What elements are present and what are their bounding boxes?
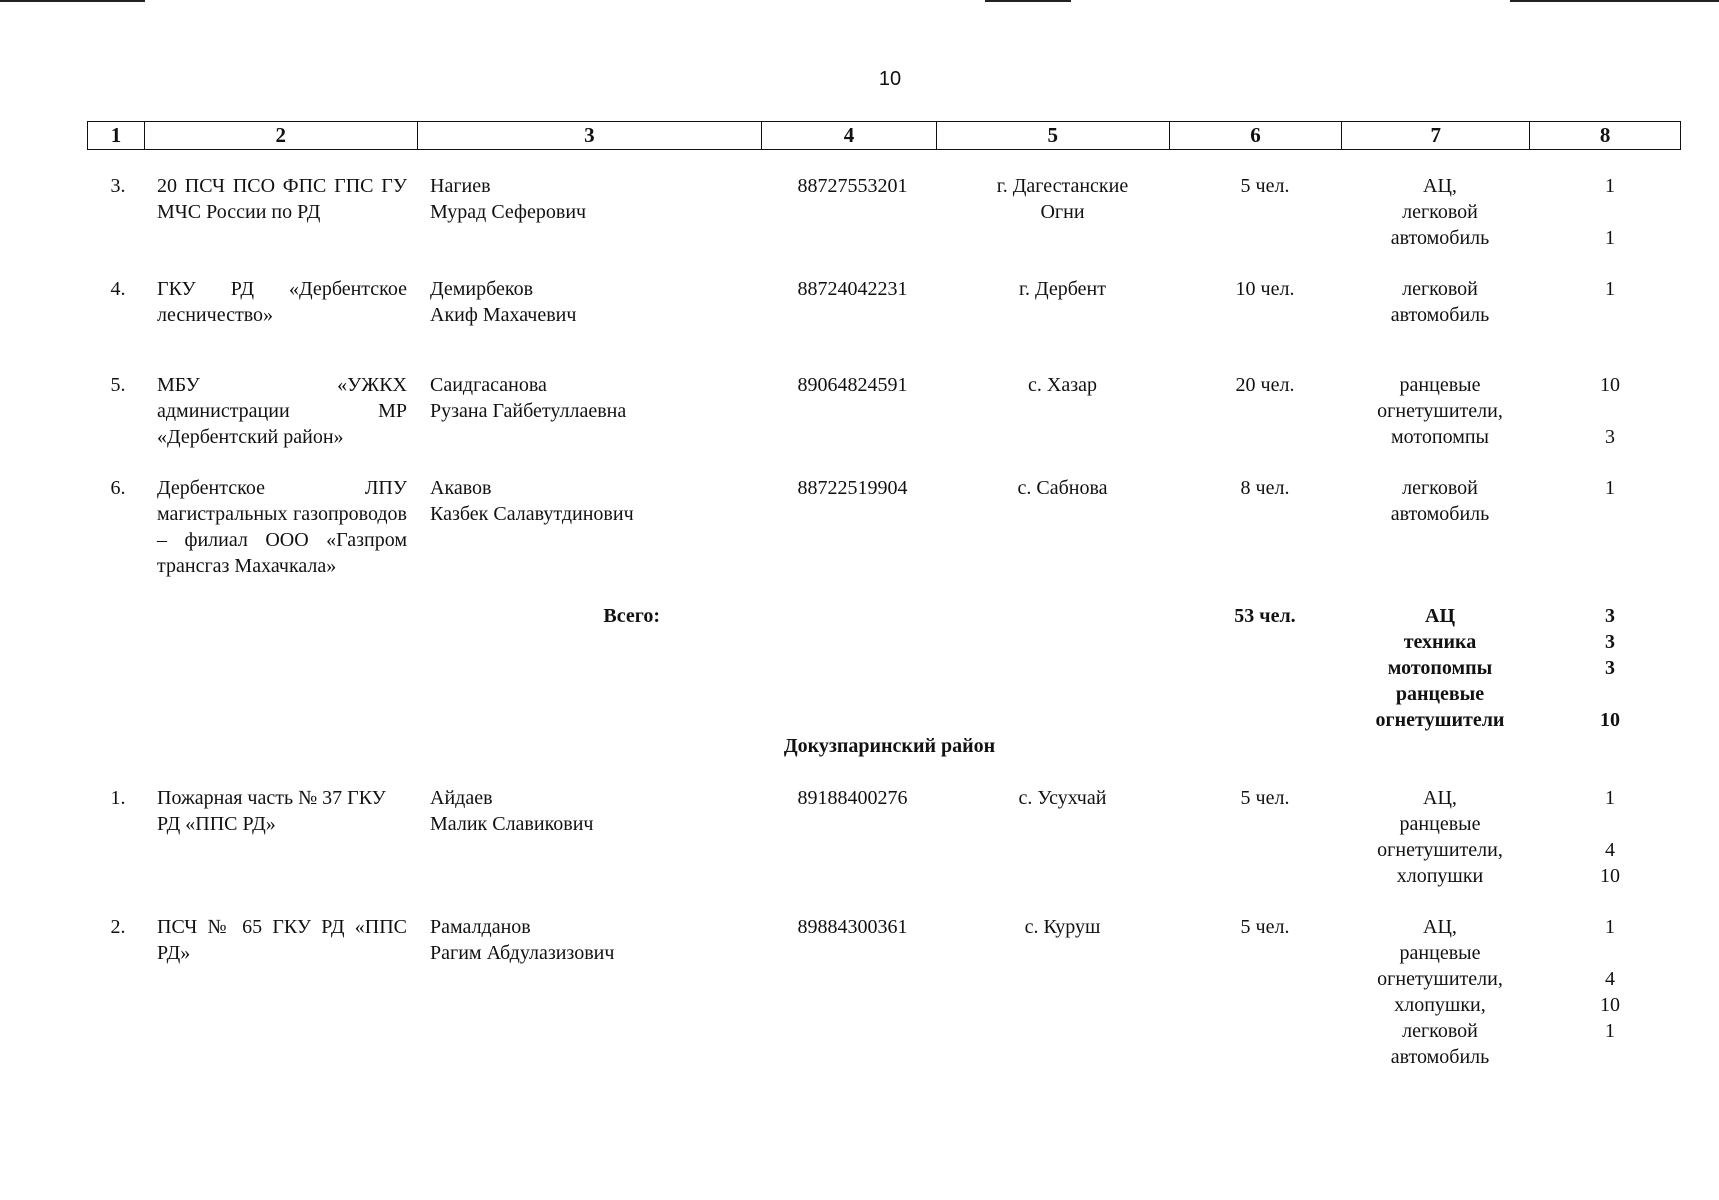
equipment-line: ранцевые	[1399, 942, 1481, 964]
count-value: 1	[1605, 278, 1615, 300]
header-col-4: 4	[762, 122, 937, 149]
header-col-8: 8	[1599, 123, 1611, 147]
scan-edge-line	[1510, 0, 1719, 2]
header-col-5: 5	[937, 122, 1170, 149]
person-name: Акиф Махачевич	[430, 304, 577, 326]
equipment-line: автомобиль	[1390, 304, 1490, 326]
location-line: с. Сабнова	[1017, 477, 1108, 499]
equipment-line: легковой	[1402, 201, 1478, 223]
count-value: 10	[1600, 374, 1620, 396]
header-col-6: 6	[1170, 122, 1343, 149]
row-number: 6.	[110, 477, 126, 499]
table-row	[0, 372, 1719, 475]
section-title: Докузпаринский район	[783, 735, 996, 757]
row-number: 3.	[110, 175, 126, 197]
equipment-counts	[1570, 372, 1650, 450]
phone-number: 89064824591	[797, 374, 908, 396]
equipment-counts	[1570, 785, 1650, 889]
person-name: Мурад Сеферович	[430, 201, 587, 223]
responsible-person	[430, 914, 760, 966]
table-row	[0, 276, 1719, 372]
count-value	[1570, 398, 1650, 424]
count-value	[1570, 302, 1650, 328]
count-value	[1570, 940, 1650, 966]
total-counts	[1570, 603, 1650, 733]
organization: МБУ «УЖКХ администрации МР «Дербентский район»	[157, 374, 407, 448]
equipment-counts	[1570, 173, 1650, 251]
header-col-3: 3	[418, 122, 763, 149]
total-equipment	[1345, 603, 1535, 733]
responsible-person	[430, 372, 760, 424]
equipment-counts	[1570, 914, 1650, 1070]
table-row	[0, 173, 1719, 276]
equipment-line: ранцевые	[1395, 683, 1485, 705]
table-header	[87, 121, 1681, 150]
count-value: 3	[1605, 657, 1615, 679]
count-value: 3	[1605, 426, 1615, 448]
phone-number: 89188400276	[797, 787, 908, 809]
equipment-line: легковой	[1402, 477, 1478, 499]
person-surname: Демирбеков	[430, 278, 534, 300]
count-value: 10	[1600, 994, 1620, 1016]
organization: ПСЧ № 65 ГКУ РД «ППС РД»	[157, 916, 407, 964]
equipment-line: АЦ,	[1423, 175, 1457, 197]
person-surname: Айдаев	[430, 787, 493, 809]
person-surname: Акавов	[430, 477, 492, 499]
count-value	[1570, 811, 1650, 837]
equipment-line: хлопушки	[1396, 865, 1484, 887]
table-body	[0, 173, 1719, 1074]
person-surname: Рамалданов	[430, 916, 531, 938]
equipment	[1345, 372, 1535, 450]
equipment	[1345, 785, 1535, 889]
staff-count: 5 чел.	[1240, 916, 1290, 938]
location	[945, 276, 1180, 302]
phone-number: 88722519904	[797, 477, 908, 499]
row-number: 1.	[110, 787, 126, 809]
location	[945, 785, 1180, 811]
count-value: 3	[1605, 605, 1615, 627]
scan-edge-line	[0, 0, 145, 2]
equipment-line: легковой	[1402, 278, 1478, 300]
equipment-line: АЦ	[1425, 605, 1455, 627]
location-line: с. Куруш	[1024, 916, 1101, 938]
row-number: 2.	[110, 916, 126, 938]
equipment-line: АЦ,	[1423, 787, 1457, 809]
count-value: 3	[1605, 631, 1615, 653]
person-name: Казбек Салавутдинович	[430, 503, 634, 525]
equipment-counts	[1570, 276, 1650, 328]
responsible-person	[430, 276, 760, 328]
equipment-line: мотопомпы	[1391, 426, 1489, 448]
equipment-line: техника	[1403, 631, 1477, 653]
table-row	[0, 914, 1719, 1074]
count-value: 4	[1605, 839, 1615, 861]
count-value: 1	[1605, 916, 1615, 938]
total-label: Всего:	[603, 605, 660, 627]
location-line: г. Дербент	[1019, 278, 1106, 300]
equipment-line: автомобиль	[1390, 503, 1490, 525]
row-number: 5.	[110, 374, 126, 396]
equipment	[1345, 173, 1535, 251]
staff-count: 5 чел.	[1240, 175, 1290, 197]
person-name: Рузана Гайбетуллаевна	[430, 400, 627, 422]
person-name: Рагим Абдулазизович	[430, 942, 615, 964]
equipment-line: хлопушки,	[1394, 994, 1486, 1016]
scan-edge-line	[985, 0, 1071, 2]
person-name: Малик Славикович	[430, 813, 594, 835]
equipment-line: автомобиль	[1390, 1046, 1490, 1068]
organization	[157, 785, 407, 837]
person-surname: Нагиев	[430, 175, 491, 197]
count-value: 10	[1600, 709, 1620, 731]
equipment	[1345, 914, 1535, 1070]
count-value: 1	[1605, 787, 1615, 809]
organization: ГКУ РД «Дербентское лесничество»	[157, 278, 407, 326]
table-row	[0, 785, 1719, 914]
count-value: 4	[1605, 968, 1615, 990]
staff-count: 8 чел.	[1240, 477, 1290, 499]
phone-number: 88724042231	[797, 278, 908, 300]
count-value: 1	[1605, 227, 1615, 249]
location	[945, 372, 1180, 398]
total-row	[0, 603, 1719, 733]
location	[945, 475, 1180, 501]
equipment-line: АЦ,	[1423, 916, 1457, 938]
responsible-person	[430, 785, 760, 837]
count-value: 1	[1605, 175, 1615, 197]
equipment	[1345, 475, 1535, 527]
organization-text: Пожарная часть № 37 ГКУ РД «ППС РД»	[157, 787, 386, 835]
header-col-7: 7	[1342, 122, 1530, 149]
header-col-2: 2	[145, 122, 418, 149]
staff-count: 10 чел.	[1235, 278, 1295, 300]
count-value	[1570, 1044, 1650, 1070]
location-line: г. Дагестанские	[996, 175, 1129, 197]
page-number: 10	[878, 68, 902, 90]
count-value: 1	[1605, 1020, 1615, 1042]
organization: Дербентское ЛПУ магистральных газопроводов – филиал ООО «Газпром трансгаз Махачкала»	[157, 477, 407, 577]
equipment	[1345, 276, 1535, 328]
responsible-person	[430, 475, 760, 527]
person-surname: Саидгасанова	[430, 374, 547, 396]
staff-count: 5 чел.	[1240, 787, 1290, 809]
equipment-line: огнетушители	[1375, 709, 1505, 731]
phone-number: 89884300361	[797, 916, 908, 938]
count-value	[1570, 681, 1650, 707]
responsible-person	[430, 173, 760, 225]
organization: 20 ПСЧ ПСО ФПС ГПС ГУ МЧС России по РД	[157, 175, 407, 223]
location	[945, 173, 1180, 225]
row-number: 4.	[110, 278, 126, 300]
equipment-line: огнетушители,	[1377, 400, 1503, 422]
equipment-line: мотопомпы	[1387, 657, 1493, 679]
phone-number: 88727553201	[797, 175, 908, 197]
location-line: Огни	[1040, 201, 1085, 223]
location-line: с. Хазар	[1028, 374, 1097, 396]
count-value	[1570, 199, 1650, 225]
header-col-1: 1	[88, 122, 145, 149]
equipment-line: автомобиль	[1390, 227, 1490, 249]
total-staff: 53 чел.	[1234, 605, 1296, 627]
equipment-counts	[1570, 475, 1650, 527]
count-value	[1570, 501, 1650, 527]
equipment-line: огнетушители,	[1377, 968, 1503, 990]
equipment-line: легковой	[1402, 1020, 1478, 1042]
staff-count: 20 чел.	[1235, 374, 1295, 396]
location-line: с. Усухчай	[1018, 787, 1107, 809]
equipment-line: ранцевые	[1399, 813, 1481, 835]
table-row	[0, 475, 1719, 603]
count-value: 10	[1600, 865, 1620, 887]
count-value: 1	[1605, 477, 1615, 499]
location	[945, 914, 1180, 940]
equipment-line: ранцевые	[1399, 374, 1481, 396]
equipment-line: огнетушители,	[1377, 839, 1503, 861]
